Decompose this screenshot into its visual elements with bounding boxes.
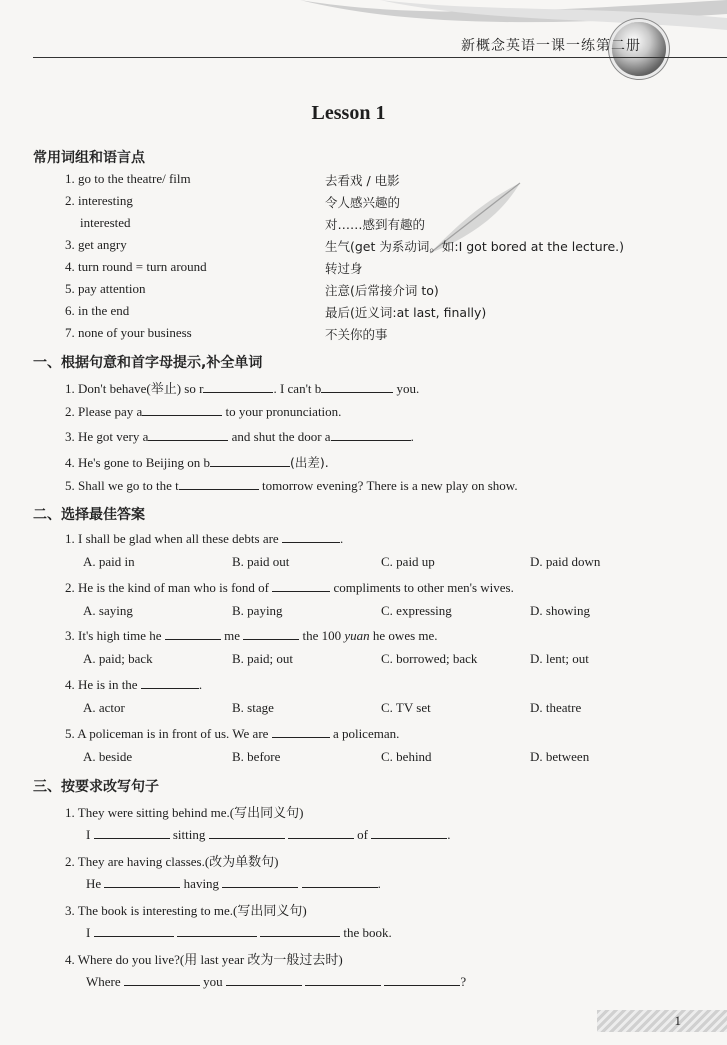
option-d[interactable]: D. paid down (530, 554, 601, 569)
option-d[interactable]: D. showing (530, 603, 590, 618)
answer-blank[interactable] (142, 403, 222, 416)
fill-question-1: 1. Don't behave(举止) so r . I can't b you. (65, 381, 420, 396)
phrase-cn-7: 不关你的事 (325, 327, 388, 342)
answer-blank[interactable] (302, 875, 378, 888)
rewrite-answer-2: He having . (86, 876, 381, 891)
phrase-en-5: 5. pay attention (65, 281, 146, 296)
rewrite-question-2: 2. They are having classes.(改为单数句) (65, 854, 279, 869)
fill-question-3: 3. He got very a and shut the door a . (65, 429, 414, 444)
header-divider (33, 57, 727, 58)
book-title: 新概念英语一课一练第二册 (461, 38, 641, 54)
option-a[interactable]: A. paid; back (83, 651, 153, 666)
option-a[interactable]: A. saying (83, 603, 133, 618)
phrase-en-1: 1. go to the theatre/ film (65, 171, 191, 186)
page-number: 1 (674, 1013, 681, 1028)
phrase-en-2: 2. interesting (65, 193, 133, 208)
answer-blank[interactable] (104, 875, 180, 888)
phrase-en-2b: interested (80, 215, 131, 230)
option-c[interactable]: C. behind (381, 749, 432, 764)
option-c[interactable]: C. paid up (381, 554, 435, 569)
answer-blank[interactable] (260, 924, 340, 937)
phrase-en-3: 3. get angry (65, 237, 127, 252)
answer-blank[interactable] (210, 454, 290, 467)
option-b[interactable]: B. before (232, 749, 281, 764)
answer-blank[interactable] (384, 973, 460, 986)
rewrite-answer-4: Where you ? (86, 974, 467, 989)
answer-blank[interactable] (282, 530, 340, 543)
answer-blank[interactable] (179, 477, 259, 490)
rewrite-answer-1: I sitting of . (86, 827, 451, 842)
option-c[interactable]: C. expressing (381, 603, 452, 618)
section-two-heading: 二、选择最佳答案 (33, 507, 145, 523)
phrase-cn-5: 注意(后常接介词 to) (325, 283, 439, 298)
answer-blank[interactable] (148, 428, 228, 441)
answer-blank[interactable] (124, 973, 200, 986)
option-d[interactable]: D. lent; out (530, 651, 589, 666)
phrase-cn-6: 最后(近义词:at last, finally) (325, 305, 487, 320)
rewrite-question-3: 3. The book is interesting to me.(写出同义句) (65, 903, 307, 918)
option-a[interactable]: A. actor (83, 700, 125, 715)
answer-blank[interactable] (203, 380, 273, 393)
fill-question-2: 2. Please pay a to your pronunciation. (65, 404, 342, 419)
option-d[interactable]: D. between (530, 749, 590, 764)
lesson-title: Lesson 1 (311, 102, 386, 124)
option-a[interactable]: A. beside (83, 749, 133, 764)
option-c[interactable]: C. borrowed; back (381, 651, 478, 666)
rewrite-question-4: 4. Where do you live?(用 last year 改为一般过去时) (65, 952, 343, 967)
rewrite-question-1: 1. They were sitting behind me.(写出同义句) (65, 805, 304, 820)
answer-blank[interactable] (226, 973, 302, 986)
section-phrases-heading: 常用词组和语言点 (33, 150, 145, 166)
answer-blank[interactable] (222, 875, 298, 888)
phrase-en-4: 4. turn round = turn around (65, 259, 207, 274)
answer-blank[interactable] (94, 826, 170, 839)
answer-blank[interactable] (94, 924, 174, 937)
phrase-en-6: 6. in the end (65, 303, 130, 318)
answer-blank[interactable] (165, 627, 221, 640)
fill-question-4: 4. He's gone to Beijing on b (出差). (65, 455, 329, 470)
choice-question-1: 1. I shall be glad when all these debts are . (65, 531, 344, 546)
answer-blank[interactable] (272, 725, 330, 738)
option-c[interactable]: C. TV set (381, 700, 431, 715)
phrase-cn-2b: 对……感到有趣的 (325, 217, 426, 232)
choice-question-4: 4. He is in the . (65, 677, 203, 692)
phrase-en-7: 7. none of your business (65, 325, 192, 340)
answer-blank[interactable] (331, 428, 411, 441)
section-three-heading: 三、按要求改写句子 (33, 779, 159, 795)
phrase-cn-4: 转过身 (325, 261, 363, 276)
option-b[interactable]: B. paid out (232, 554, 290, 569)
answer-blank[interactable] (272, 579, 330, 592)
answer-blank[interactable] (209, 826, 285, 839)
choice-question-2: 2. He is the kind of man who is fond of compliments to other men's wives. (65, 580, 514, 595)
option-b[interactable]: B. paying (232, 603, 283, 618)
answer-blank[interactable] (321, 380, 393, 393)
option-d[interactable]: D. theatre (530, 700, 582, 715)
phrase-cn-1: 去看戏 / 电影 (325, 173, 400, 188)
answer-blank[interactable] (288, 826, 354, 839)
answer-blank[interactable] (305, 973, 381, 986)
fill-question-5: 5. Shall we go to the t tomorrow evening? There is a new play on show. (65, 478, 518, 493)
option-b[interactable]: B. paid; out (232, 651, 294, 666)
rewrite-answer-3: I the book. (86, 925, 392, 940)
answer-blank[interactable] (243, 627, 299, 640)
answer-blank[interactable] (371, 826, 447, 839)
phrase-cn-3: 生气(get 为系动词。如:I got bored at the lecture.) (325, 239, 625, 254)
phrase-cn-2: 令人感兴趣的 (325, 195, 401, 210)
choice-question-5: 5. A policeman is in front of us. We are a policeman. (65, 726, 400, 741)
section-one-heading: 一、根据句意和首字母提示,补全单词 (33, 355, 263, 371)
answer-blank[interactable] (141, 676, 199, 689)
option-b[interactable]: B. stage (232, 700, 274, 715)
choice-question-3: 3. It's high time he me the 100 yuan he owes me. (65, 628, 438, 643)
footer-decoration (597, 1010, 727, 1032)
option-a[interactable]: A. paid in (83, 554, 135, 569)
answer-blank[interactable] (177, 924, 257, 937)
